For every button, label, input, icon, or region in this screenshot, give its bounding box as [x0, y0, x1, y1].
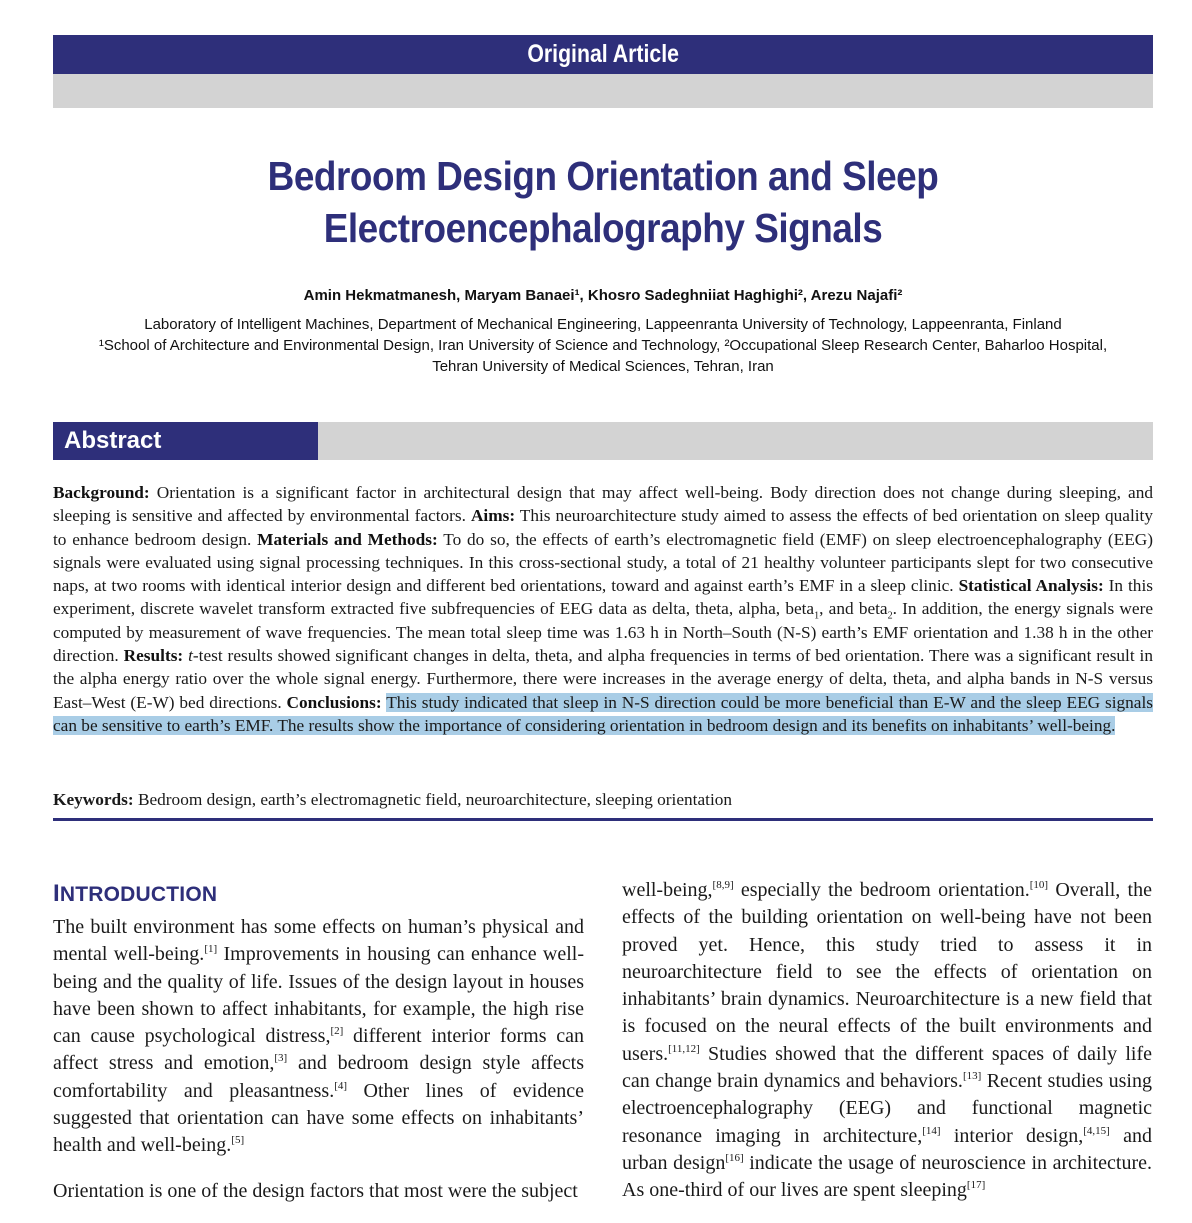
intro-paragraph-1: The built environment has some effects on human’s physical and mental well-being.[1] Improvements in housing can enhance well-being and the quality of life. Issues of the design layout in houses have been shown to affect inhabitants, for example, the high rise can cause psychological distress,[2] different interior forms can affect stress and emotion,[3] and bedroom design style affects comfortability and pleasantness.[4] Other lines of evidence suggested that orientation can have some effects on inhabitants’ health and well-being.[5]: [53, 916, 585, 1157]
conclusions-text-highlighted[interactable]: This study indicated that sleep in N-S direction could be more beneficial than E-W and the sleep EEG signals can be sensitive to earth’s EMF. The results show the importance of considering orientation in bedroom design and its benefits on inhabitants’ well-being.: [53, 692, 1153, 735]
right-column: [622, 877, 1152, 1223]
abstract-header-band: [53, 422, 1153, 460]
background-text: Orientation is a significant factor in architectural design that may affect well-being. Body direction does not change during sleeping, and sleeping is sensitive and affected by environmental factors.: [53, 483, 1153, 526]
author-list: Amin Hekmatmanesh, Maryam Banaei¹, Khosro Sadeghniiat Haghighi², Arezu Najafi²: [303, 287, 903, 304]
abstract-body: [53, 481, 1153, 737]
article-title: Bedroom Design Orientation and Sleep Electroencephalography Signals: [267, 153, 939, 251]
banner-grey-strip: [53, 74, 1153, 108]
conclusions-label: Conclusions:: [286, 692, 382, 712]
affiliation-line: Tehran University of Medical Sciences, Tehran, Iran: [432, 358, 774, 375]
keywords: [53, 788, 1153, 811]
left-column: [53, 880, 584, 1223]
stats-text: In this experiment, discrete wavelet transform extracted five subfrequencies of EEG data as delta, theta, alpha, beta$_1$, and beta$_2$. In addition, the energy signals were computed by measurement of wave frequencies. The mean total sleep time was 1.63 h in North–South (N-S) earth’s EMF orientation and 1.38 h in the other direction.: [53, 576, 1153, 666]
affiliations: [53, 314, 1153, 377]
methods-text: To do so, the effects of earth’s electromagnetic field (EMF) on sleep electroencephalography (EEG) signals were evaluated using signal processing techniques. In this cross-sectional study, a total of 21 healthy volunteer participants slept for two consecutive naps, at two rooms with identical interior design and different bed orientations, toward and against earth’s EMF in a sleep clinic.: [53, 529, 1153, 596]
introduction-heading: INTRODUCTION: [53, 880, 218, 907]
results-label: Results:: [123, 646, 184, 666]
keywords-label: Keywords:: [53, 790, 134, 809]
keywords-text: Bedroom design, earth’s electromagnetic field, neuroarchitecture, sleeping orientation: [137, 790, 733, 809]
stats-label: Statistical Analysis:: [958, 576, 1104, 596]
abstract-heading: Abstract: [53, 422, 318, 460]
affiliation-line: ¹School of Architecture and Environmental Design, Iran University of Science and Technology, ²Occupational Sleep Research Center, Baharloo Hospital,: [98, 337, 1108, 354]
section-divider: [53, 818, 1153, 821]
aims-label: Aims:: [470, 506, 516, 526]
intro-paragraph-right: well-being,[8,9] especially the bedroom orientation.[10] Overall, the effects of the building orientation on well-being have not been proved yet. Hence, this study tried to assess it in neuroarchitecture field to see the effects of orientation on inhabitants’ brain dynamics. Neuroarchitecture is a new field that is focused on the neural effects of the built environments and users.[11,12] Studies showed that the different spaces of daily life can change brain dynamics and behaviors.[13] Recent studies using electroencephalography (EEG) and functional magnetic resonance imaging in architecture,[14] interior design,[4,15] and urban design[16] indicate the usage of neuroscience in architecture. As one-third of our lives are spent sleeping[17]: [622, 879, 1152, 1202]
results-text: t-test results showed significant changes in delta, theta, and alpha frequencies in terms of bed orientation. There was a significant result in the alpha energy ratio over the whole signal energy. Furthermore, there were increases in the average energy of delta, theta, and alpha bands in N-S versus East–West (E-W) bed directions.: [53, 646, 1153, 712]
affiliation-line: Laboratory of Intelligent Machines, Department of Mechanical Engineering, Lappeenranta University of Technology, Lappeenranta, Finland: [144, 316, 1062, 333]
intro-paragraph-2: Orientation is one of the design factors that most were the subject: [53, 1179, 578, 1202]
article-type-label: Original Article: [527, 40, 679, 68]
article-type-banner: [53, 35, 1153, 74]
background-label: Background:: [53, 483, 150, 502]
methods-label: Materials and Methods:: [257, 529, 438, 549]
aims-text: This neuroarchitecture study aimed to assess the effects of bed orientation on sleep quality to enhance bedroom design.: [53, 506, 1154, 549]
